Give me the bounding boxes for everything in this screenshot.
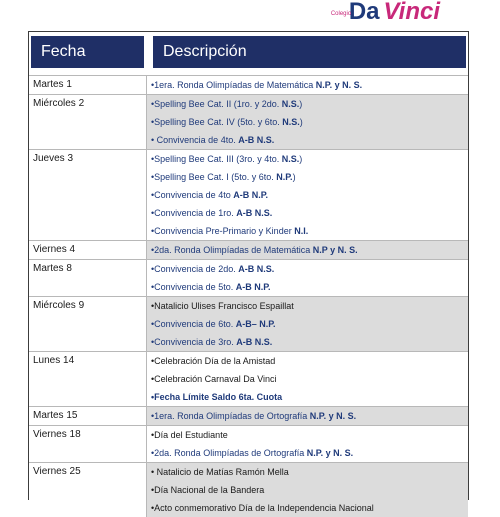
description-item [149, 168, 468, 186]
table-row [29, 149, 468, 240]
item-text: •Spelling Bee Cat. II (1ro. y 2do. [151, 99, 282, 109]
description-item [149, 150, 468, 168]
date-cell [29, 95, 147, 149]
item-level-bold: N.S. [281, 154, 300, 164]
description-item [149, 241, 468, 259]
school-logo [330, 0, 440, 25]
date-cell [29, 260, 147, 296]
item-text: •Convivencia de 5to. [151, 282, 236, 292]
table-row [29, 406, 468, 425]
item-level-bold: A-B N.S. [238, 264, 275, 274]
date-cell [29, 241, 147, 259]
description-cell [149, 426, 468, 462]
item-text: • Natalicio de Matías Ramón Mella [151, 467, 289, 477]
item-text: •Spelling Bee Cat. IV (5to. y 6to. [151, 117, 283, 127]
item-level-bold: •Fecha Límite Saldo 6ta. Cuota [151, 392, 283, 402]
description-item [149, 352, 468, 370]
date-cell [29, 150, 147, 240]
item-text: • Convivencia de 4to. [151, 135, 239, 145]
item-text: •Convivencia de 3ro. [151, 337, 237, 347]
table-row [29, 462, 468, 517]
description-item [149, 186, 468, 204]
item-level-bold: N.P. [276, 172, 293, 182]
description-cell [149, 76, 468, 94]
item-level-bold: A-B N.S. [236, 208, 273, 218]
description-item [149, 333, 468, 351]
date-label: Viernes 25 [33, 466, 81, 477]
item-level-bold: A-B N.S. [236, 337, 273, 347]
description-item [149, 204, 468, 222]
item-level-bold: A-B N.P. [233, 190, 269, 200]
date-cell [29, 426, 147, 462]
date-cell [29, 463, 147, 517]
item-text: •Convivencia de 4to [151, 190, 234, 200]
table-body [29, 75, 468, 517]
description-cell [149, 241, 468, 259]
description-cell [149, 260, 468, 296]
description-item [149, 315, 468, 333]
date-label: Viernes 18 [33, 429, 81, 440]
description-item [149, 499, 468, 517]
table-row [29, 296, 468, 351]
date-label: Martes 15 [33, 410, 78, 421]
description-item [149, 297, 468, 315]
date-label: Miércoles 2 [33, 98, 85, 109]
table-header [29, 32, 468, 72]
description-item [149, 388, 468, 406]
logo-small-text: Colegio [330, 11, 352, 17]
header-descripcion: Descripción [153, 36, 466, 68]
date-label: Miércoles 9 [33, 300, 85, 311]
description-item [149, 113, 468, 131]
description-item [149, 76, 468, 94]
date-label: Jueves 3 [33, 153, 74, 164]
item-level-bold: N.S. [282, 117, 300, 127]
item-text: •Convivencia de 2do. [151, 264, 239, 274]
item-level-bold: N.S. [281, 99, 300, 109]
item-suffix: ) [292, 172, 296, 182]
description-item [149, 463, 468, 481]
date-cell [29, 76, 147, 94]
item-text: •Spelling Bee Cat. III (3ro. y 4to. [151, 154, 282, 164]
date-cell [29, 352, 147, 406]
item-text: •Celebración Día de la Amistad [151, 356, 276, 366]
item-text: •Acto conmemorativo Día de la Independencia Nacional [151, 503, 374, 513]
table-row [29, 94, 468, 149]
item-suffix: ) [299, 117, 303, 127]
table-row [29, 425, 468, 462]
date-label: Lunes 14 [33, 355, 75, 366]
item-level-bold: N.P. y N. S. [309, 411, 357, 421]
item-level-bold: A-B N.P. [235, 282, 271, 292]
description-cell [149, 352, 468, 406]
table-row [29, 75, 468, 94]
item-level-bold: A-B– N.P. [235, 319, 276, 329]
date-label: Martes 1 [33, 79, 72, 90]
item-text: •1era. Ronda Olimpíadas de Ortografía [151, 411, 310, 421]
item-text: •Día Nacional de la Bandera [151, 485, 265, 495]
item-level-bold: N.I. [294, 226, 309, 236]
description-item [149, 260, 468, 278]
logo-da: Da [348, 0, 380, 25]
header-fecha: Fecha [31, 36, 144, 68]
item-level-bold: A-B N.S. [238, 135, 275, 145]
description-cell [149, 297, 468, 351]
description-item [149, 278, 468, 296]
item-text: •Convivencia de 1ro. [151, 208, 237, 218]
description-item [149, 481, 468, 499]
logo-vinci: Vinci [383, 0, 440, 25]
description-item [149, 222, 468, 240]
description-item [149, 426, 468, 444]
item-text: •Día del Estudiante [151, 430, 228, 440]
item-text: •Celebración Carnaval Da Vinci [151, 374, 277, 384]
item-suffix: ) [299, 99, 303, 109]
item-level-bold: N.P y N. S. [312, 245, 358, 255]
table-row [29, 351, 468, 406]
date-label: Martes 8 [33, 263, 72, 274]
date-label: Viernes 4 [33, 244, 76, 255]
date-cell [29, 407, 147, 425]
description-cell [149, 407, 468, 425]
description-item [149, 131, 468, 149]
item-level-bold: N.P. y N. S. [315, 80, 363, 90]
item-text: •Convivencia de 6to. [151, 319, 236, 329]
description-cell [149, 150, 468, 240]
description-cell [149, 95, 468, 149]
description-item [149, 95, 468, 113]
description-item [149, 444, 468, 462]
item-level-bold: N.P. y N. S. [306, 448, 354, 458]
description-cell [149, 463, 468, 517]
description-item [149, 370, 468, 388]
table-row [29, 259, 468, 296]
item-text: •Natalicio Ulises Francisco Espaillat [151, 301, 294, 311]
item-text: •Spelling Bee Cat. I (5to. y 6to. [151, 172, 277, 182]
table-row [29, 240, 468, 259]
item-text: •Convivencia Pre-Primario y Kinder [151, 226, 295, 236]
description-item [149, 407, 468, 425]
item-text: •2da. Ronda Olimpíadas de Ortografía [151, 448, 307, 458]
item-text: •1era. Ronda Olimpíadas de Matemática [151, 80, 316, 90]
date-cell [29, 297, 147, 351]
item-text: •2da. Ronda Olimpíadas de Matemática [151, 245, 313, 255]
calendar-table [28, 31, 469, 513]
item-suffix: ) [299, 154, 303, 164]
